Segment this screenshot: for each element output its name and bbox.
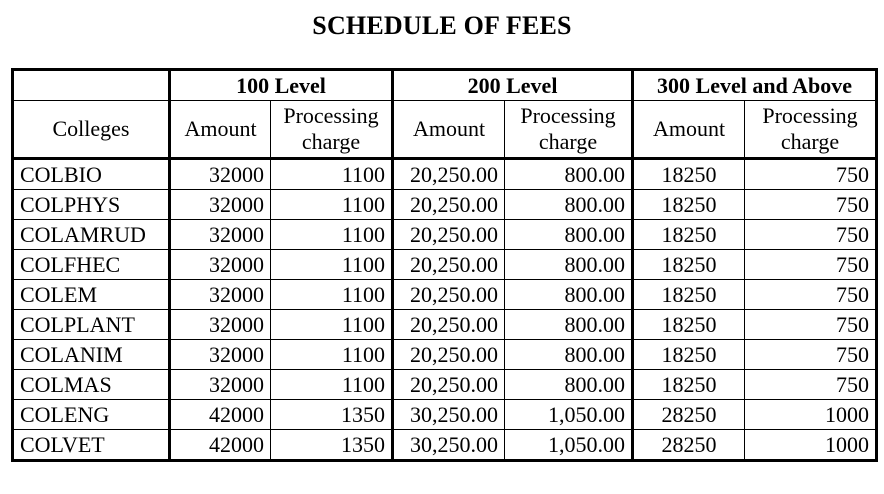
table-row	[13, 280, 877, 310]
college-cell: COLENG	[13, 400, 170, 430]
l100-processing-cell: 1350	[271, 400, 393, 430]
l100-amount-cell: 32000	[170, 159, 271, 190]
college-cell: COLEM	[13, 280, 170, 310]
l300-processing-cell: 750	[745, 340, 877, 370]
l300-amount-header: Amount	[633, 101, 745, 159]
level-300-header: 300 Level and Above	[633, 70, 877, 101]
table-row	[13, 310, 877, 340]
l100-processing-cell: 1100	[271, 159, 393, 190]
colleges-header: Colleges	[13, 101, 170, 159]
l300-amount-cell: 18250	[633, 250, 745, 280]
level-header-row	[13, 70, 877, 101]
l200-processing-cell: 800.00	[505, 280, 633, 310]
l300-amount-cell: 18250	[633, 220, 745, 250]
table-row	[13, 250, 877, 280]
l200-amount-cell: 20,250.00	[393, 250, 505, 280]
column-header-row	[13, 101, 877, 159]
college-cell: COLAMRUD	[13, 220, 170, 250]
l100-processing-cell: 1100	[271, 190, 393, 220]
table-row	[13, 220, 877, 250]
l300-processing-cell: 750	[745, 310, 877, 340]
l100-processing-cell: 1100	[271, 280, 393, 310]
l200-amount-cell: 20,250.00	[393, 220, 505, 250]
l200-amount-cell: 20,250.00	[393, 159, 505, 190]
l100-amount-cell: 42000	[170, 430, 271, 461]
l300-processing-cell: 750	[745, 280, 877, 310]
l100-amount-cell: 32000	[170, 370, 271, 400]
l100-amount-cell: 42000	[170, 400, 271, 430]
l300-processing-cell: 750	[745, 250, 877, 280]
l100-amount-cell: 32000	[170, 250, 271, 280]
l300-amount-cell: 28250	[633, 400, 745, 430]
l200-processing-cell: 800.00	[505, 220, 633, 250]
l100-processing-cell: 1100	[271, 370, 393, 400]
table-row	[13, 370, 877, 400]
l200-amount-cell: 30,250.00	[393, 430, 505, 461]
l200-processing-cell: 1,050.00	[505, 400, 633, 430]
l200-amount-cell: 20,250.00	[393, 280, 505, 310]
page-title: SCHEDULE OF FEES	[312, 11, 572, 40]
l300-processing-cell: 1000	[745, 430, 877, 461]
l300-amount-cell: 18250	[633, 370, 745, 400]
table-row	[13, 400, 877, 430]
l200-amount-cell: 20,250.00	[393, 310, 505, 340]
l100-processing-cell: 1100	[271, 310, 393, 340]
l200-processing-header: Processing charge	[505, 101, 633, 159]
l200-amount-cell: 30,250.00	[393, 400, 505, 430]
table-row	[13, 190, 877, 220]
table-row	[13, 159, 877, 190]
l300-processing-cell: 750	[745, 190, 877, 220]
college-cell: COLPLANT	[13, 310, 170, 340]
l300-amount-cell: 18250	[633, 280, 745, 310]
l300-amount-cell: 18250	[633, 310, 745, 340]
l100-amount-cell: 32000	[170, 310, 271, 340]
l200-processing-cell: 800.00	[505, 340, 633, 370]
l200-processing-cell: 800.00	[505, 310, 633, 340]
corner-cell	[13, 70, 170, 101]
l300-processing-cell: 750	[745, 220, 877, 250]
table-row	[13, 430, 877, 461]
college-cell: COLMAS	[13, 370, 170, 400]
college-cell: COLPHYS	[13, 190, 170, 220]
college-cell: COLVET	[13, 430, 170, 461]
l300-amount-cell: 28250	[633, 430, 745, 461]
college-cell: COLANIM	[13, 340, 170, 370]
l100-amount-header: Amount	[170, 101, 271, 159]
l200-processing-cell: 800.00	[505, 370, 633, 400]
l200-amount-cell: 20,250.00	[393, 190, 505, 220]
table-row	[13, 340, 877, 370]
l100-processing-cell: 1350	[271, 430, 393, 461]
l300-amount-cell: 18250	[633, 159, 745, 190]
l200-processing-cell: 1,050.00	[505, 430, 633, 461]
l100-amount-cell: 32000	[170, 340, 271, 370]
level-200-header: 200 Level	[393, 70, 633, 101]
l200-processing-cell: 800.00	[505, 190, 633, 220]
l300-amount-cell: 18250	[633, 190, 745, 220]
level-100-header: 100 Level	[170, 70, 393, 101]
l300-processing-header: Processing charge	[745, 101, 877, 159]
college-cell: COLBIO	[13, 159, 170, 190]
l200-processing-cell: 800.00	[505, 250, 633, 280]
l100-processing-cell: 1100	[271, 340, 393, 370]
l200-amount-cell: 20,250.00	[393, 370, 505, 400]
l100-processing-cell: 1100	[271, 250, 393, 280]
l200-amount-cell: 20,250.00	[393, 340, 505, 370]
l300-amount-cell: 18250	[633, 340, 745, 370]
fees-table	[11, 68, 878, 462]
l100-amount-cell: 32000	[170, 190, 271, 220]
l200-amount-header: Amount	[393, 101, 505, 159]
l300-processing-cell: 750	[745, 370, 877, 400]
l100-processing-cell: 1100	[271, 220, 393, 250]
l100-amount-cell: 32000	[170, 280, 271, 310]
l300-processing-cell: 1000	[745, 400, 877, 430]
l100-processing-header: Processing charge	[271, 101, 393, 159]
college-cell: COLFHEC	[13, 250, 170, 280]
l100-amount-cell: 32000	[170, 220, 271, 250]
l200-processing-cell: 800.00	[505, 159, 633, 190]
l300-processing-cell: 750	[745, 159, 877, 190]
